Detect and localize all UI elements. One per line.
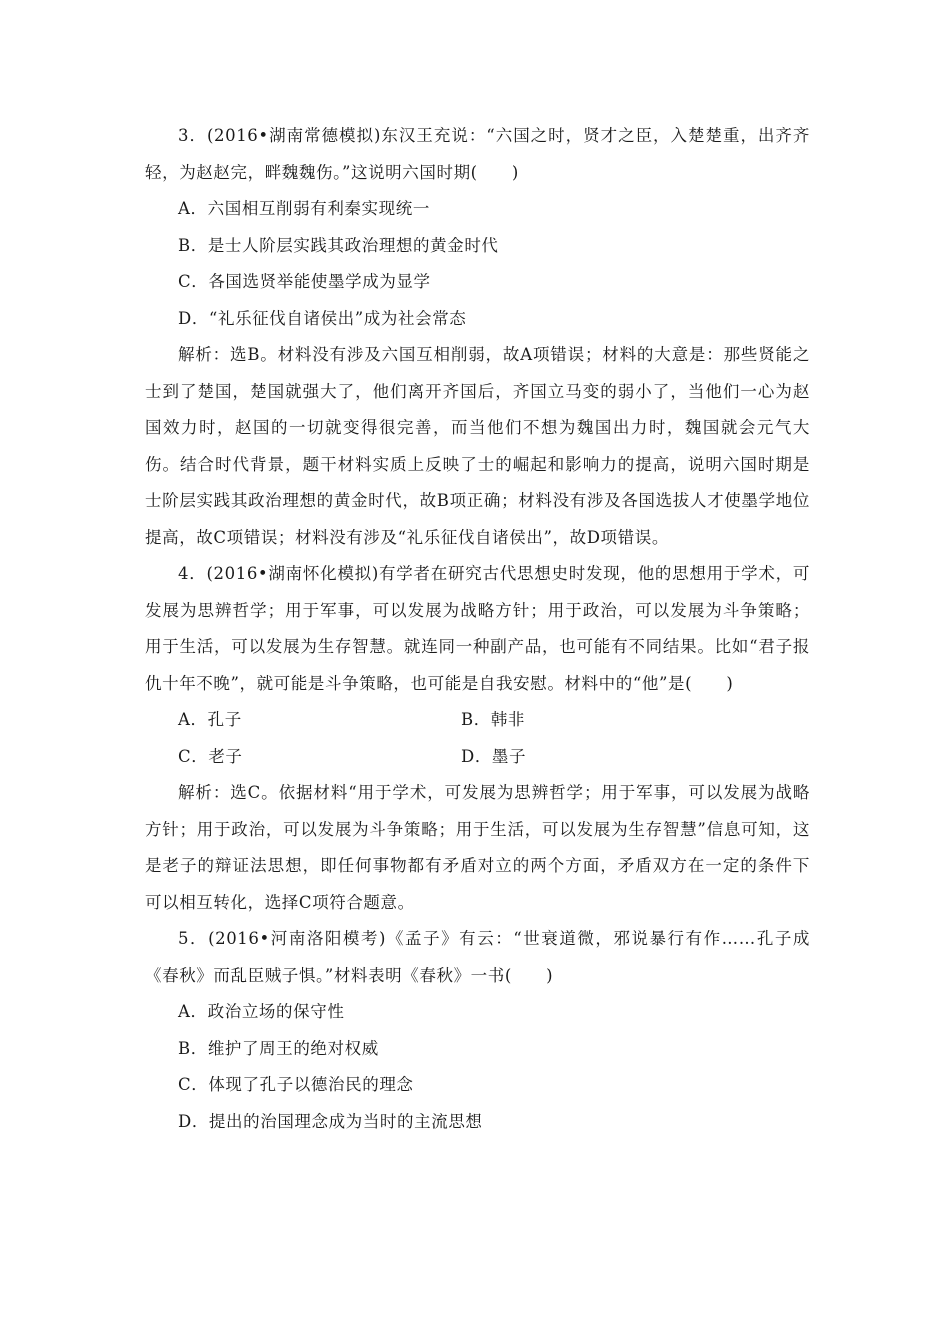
- question-4-option-c: C．老子: [178, 746, 243, 766]
- question-3-stem: 3．(2016•湖南常德模拟)东汉王充说：“六国之时，贤才之臣，入楚楚重，出齐齐轻，为赵赵完，畔魏魏伤。”这说明六国时期( ): [145, 126, 810, 182]
- question-5-option-a: A．政治立场的保守性: [178, 1002, 345, 1021]
- question-4-options-row-1: [145, 702, 810, 739]
- question-5-option-b: B．维护了周王的绝对权威: [178, 1038, 379, 1058]
- question-5-option-c: C．体现了孔子以德治民的理念: [178, 1075, 414, 1094]
- question-3-option-b: B．是士人阶层实践其政治理想的黄金时代: [178, 235, 499, 255]
- question-4-analysis: 解析：选C。依据材料“用于学术，可发展为思辨哲学；用于军事，可以发展为战略方针；用于政治，可以发展为斗争策略；用于生活，可以发展为生存智慧”信息可知，这是老子的辩证法思想，即任何事物都有矛盾对立的两个方面，矛盾双方在一定的条件下可以相互转化，选择C项符合题意。: [145, 783, 810, 912]
- question-3-option-a: A．六国相互削弱有利秦实现统一: [178, 199, 430, 218]
- question-4-option-d: D．墨子: [461, 746, 527, 766]
- question-4-stem: 4．(2016•湖南怀化模拟)有学者在研究古代思想史时发现，他的思想用于学术，可发展为思辨哲学；用于军事，可以发展为战略方针；用于政治，可以发展为斗争策略；用于生活，可以发展为生存智慧。就连同一种副产品，也可能有不同结果。比如“君子报仇十年不晚”，就可能是斗争策略，也可能是自我安慰。材料中的“他”是( ): [145, 564, 810, 693]
- document-page: [145, 118, 810, 1140]
- question-3-analysis: 解析：选B。材料没有涉及六国互相削弱，故A项错误；材料的大意是：那些贤能之士到了楚国，楚国就强大了，他们离开齐国后，齐国立马变的弱小了，当他们一心为赵国效力时，赵国的一切就变得很完善，而当他们不想为魏国出力时，魏国就会元气大伤。结合时代背景，题干材料实质上反映了士的崛起和影响力的提高，说明六国时期是士阶层实践其政治理想的黄金时代，故B项正确；材料没有涉及各国选拔人才使墨学地位提高，故C项错误；材料没有涉及“礼乐征伐自诸侯出”，故D项错误。: [145, 345, 810, 547]
- question-4-option-b: B．韩非: [461, 710, 526, 729]
- question-3-option-c: C．各国选贤举能使墨学成为显学: [178, 272, 431, 291]
- question-5-option-d: D．提出的治国理念成为当时的主流思想: [178, 1111, 483, 1131]
- question-4-options-row-2: [145, 739, 810, 776]
- question-4-option-a: A．孔子: [178, 710, 242, 729]
- question-5-stem: 5．(2016•河南洛阳模考)《孟子》有云：“世衰道微，邪说暴行有作……孔子成《春秋》而乱臣贼子惧。”材料表明《春秋》一书( ): [145, 929, 810, 985]
- question-3-option-d: D．“礼乐征伐自诸侯出”成为社会常态: [178, 308, 467, 328]
